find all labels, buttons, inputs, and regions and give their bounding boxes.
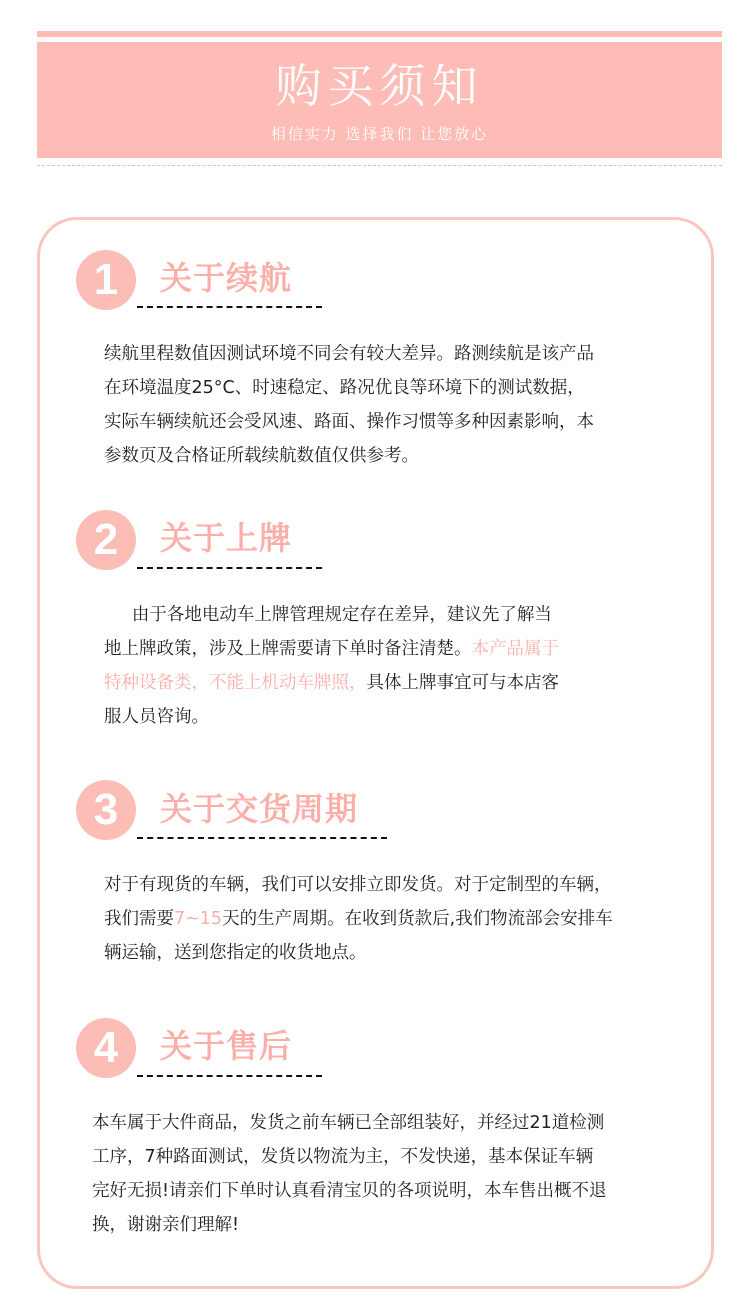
section-number-4: 4 xyxy=(76,1018,136,1078)
banner-divider xyxy=(37,165,722,166)
body-line: 在环境温度25°C、时速稳定、路况优良等环境下的测试数据， xyxy=(104,378,585,398)
body-line: 工序，7种路面测试，发货以物流为主，不发快递，基本保证车辆 xyxy=(92,1147,594,1167)
section-divider-3 xyxy=(137,837,387,839)
section-title-1: 关于续航 xyxy=(160,259,293,297)
body-line: 我们需要7~15天的生产周期。在收到货款后,我们物流部会安排车 xyxy=(104,909,613,929)
body-line: 续航里程数值因测试环境不同会有较大差异。路测续航是该产品 xyxy=(104,344,594,364)
body-line: 服人员咨询。 xyxy=(104,707,209,727)
section-body-2 xyxy=(104,598,559,734)
header-banner xyxy=(37,42,722,158)
body-line: 参数页及合格证所载续航数值仅供参考。 xyxy=(104,446,419,466)
section-divider-1 xyxy=(137,306,322,308)
section-body-4 xyxy=(92,1106,607,1242)
section-number-2: 2 xyxy=(76,510,136,570)
body-line: 由于各地电动车上牌管理规定存在差异，建议先了解当 xyxy=(131,605,552,625)
section-divider-4 xyxy=(137,1075,322,1077)
body-line: 对于有现货的车辆，我们可以安排立即发货。对于定制型的车辆， xyxy=(104,875,612,895)
section-body-1 xyxy=(104,337,594,473)
section-title-4: 关于售后 xyxy=(160,1027,293,1065)
highlight-text: 本产品属于 xyxy=(471,639,559,659)
banner-subtitle: 相信实力 选择我们 让您放心 xyxy=(270,125,489,143)
body-line: 本车属于大件商品，发货之前车辆已全部组装好，并经过21道检测 xyxy=(92,1113,605,1133)
section-body-3 xyxy=(104,868,613,970)
body-line: 辆运输，送到您指定的收货地点。 xyxy=(104,943,367,963)
body-line: 完好无损!请亲们下单时认真看清宝贝的各项说明，本车售出概不退 xyxy=(92,1181,607,1201)
body-line: 换，谢谢亲们理解! xyxy=(92,1215,240,1235)
section-number-1: 1 xyxy=(76,250,136,310)
section-divider-2 xyxy=(137,567,322,569)
banner-title: 购买须知 xyxy=(275,59,484,113)
section-number-3: 3 xyxy=(76,780,136,840)
highlight-text: 特种设备类，不能上机动车牌照， xyxy=(104,673,367,693)
body-line: 地上牌政策，涉及上牌需要请下单时备注清楚。本产品属于 xyxy=(104,639,559,659)
section-title-3: 关于交货周期 xyxy=(160,790,359,828)
section-title-2: 关于上牌 xyxy=(160,519,293,557)
body-line: 实际车辆续航还会受风速、路面、操作习惯等多种因素影响，本 xyxy=(104,412,594,432)
highlight-text: 7~15 xyxy=(174,909,223,929)
top-accent-line xyxy=(37,31,722,37)
body-line: 特种设备类，不能上机动车牌照，具体上牌事宜可与本店客 xyxy=(104,673,559,693)
